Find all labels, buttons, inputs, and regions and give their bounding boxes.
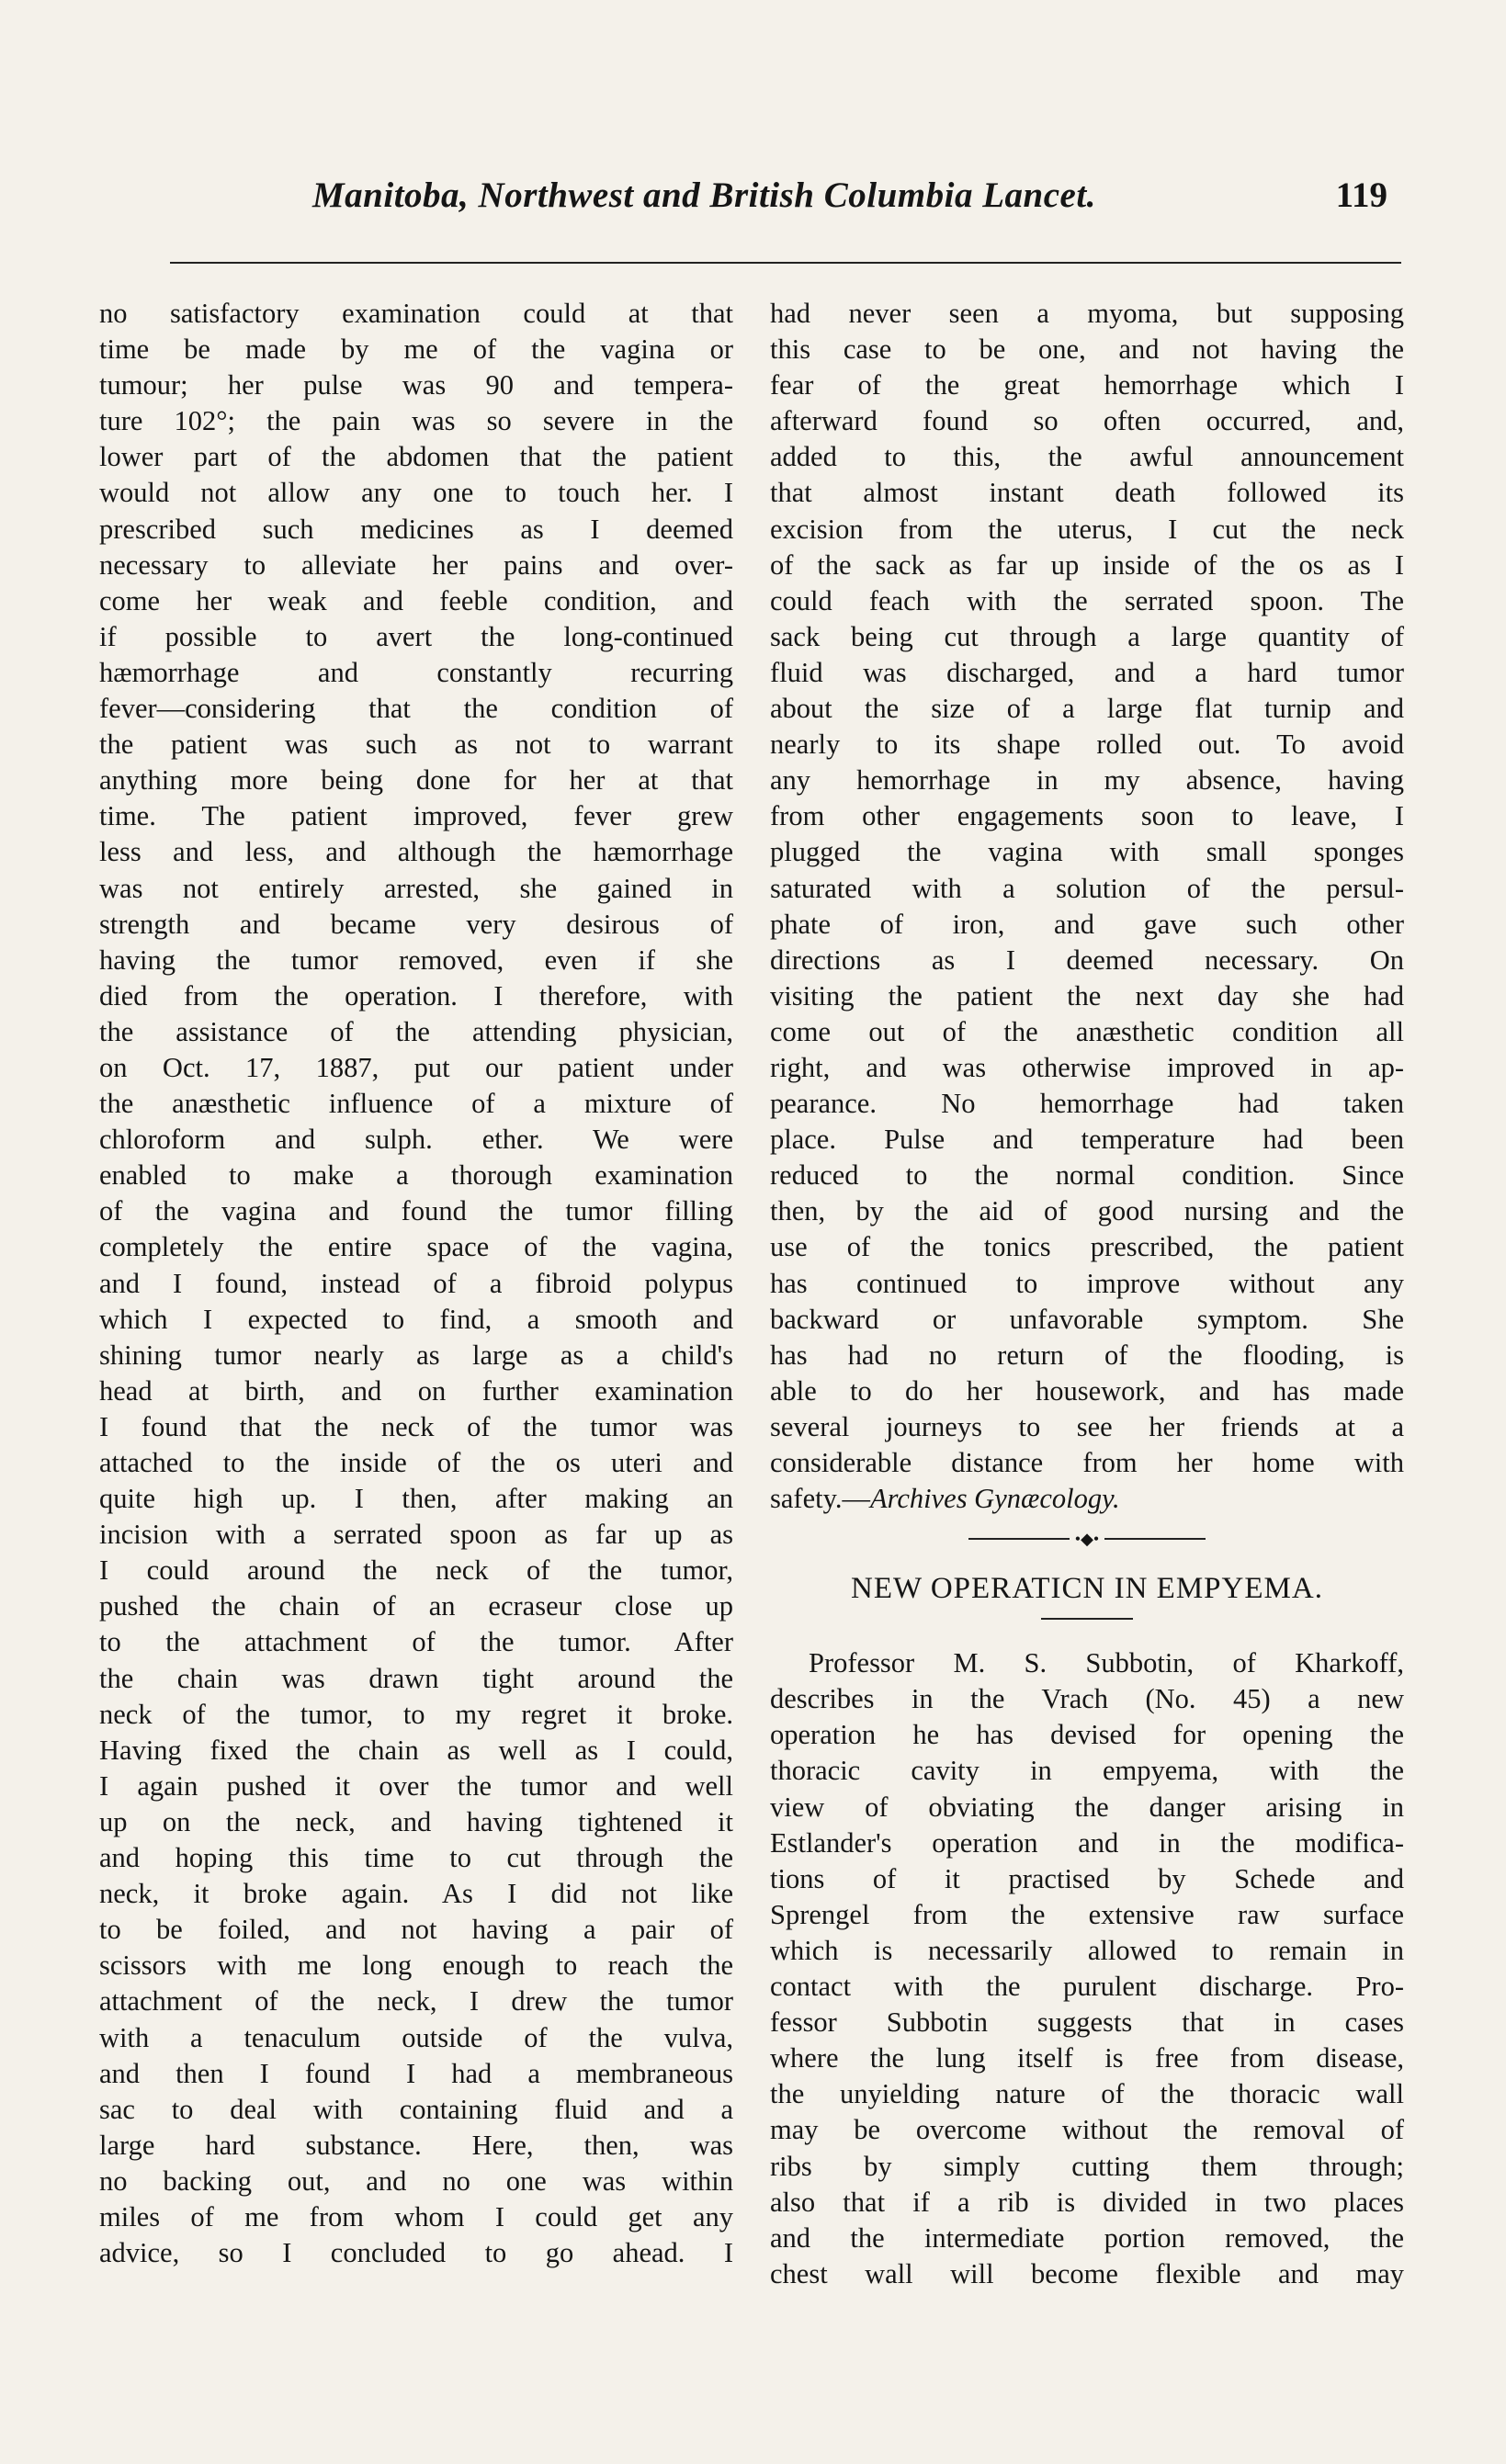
text-line: died from the operation. I therefore, with bbox=[99, 979, 733, 1012]
text-line: quite high up. I then, after making an bbox=[99, 1483, 733, 1515]
text-line: would not allow any one to touch her. I bbox=[99, 477, 733, 509]
text-line: ture 102°; the pain was so severe in the bbox=[99, 405, 733, 437]
text-line: completely the entire space of the vagina, bbox=[99, 1231, 733, 1263]
text-line: reduced to the normal condition. Since bbox=[770, 1159, 1404, 1192]
text-line: and the intermediate portion removed, the bbox=[770, 2221, 1404, 2254]
text-line: neck of the tumor, to my regret it broke. bbox=[99, 1698, 733, 1730]
text-line: the assistance of the attending physician, bbox=[99, 1015, 733, 1047]
text-line: could feach with the serrated spoon. The bbox=[770, 584, 1404, 616]
title-rule bbox=[1041, 1618, 1133, 1620]
left-column bbox=[99, 296, 733, 2427]
text-line: enabled to make a thorough examination bbox=[99, 1159, 733, 1192]
source-citation: Archives Gynæcology. bbox=[869, 1483, 1120, 1515]
text-line: that almost instant death followed its bbox=[770, 477, 1404, 509]
text-line: visiting the patient the next day she had bbox=[770, 979, 1404, 1012]
text-line: shining tumor nearly as large as a child's bbox=[99, 1339, 733, 1371]
text-line: nearly to its shape rolled out. To avoid bbox=[770, 729, 1404, 761]
text-line: backward or unfavorable symptom. She bbox=[770, 1303, 1404, 1335]
text-line: incision with a serrated spoon as far up as bbox=[99, 1519, 733, 1551]
text-line: contact with the purulent discharge. Pro- bbox=[770, 1971, 1404, 2003]
text-line: anything more being done for her at that bbox=[99, 764, 733, 797]
text-line: come her weak and feeble condition, and bbox=[99, 584, 733, 616]
text-line: and I found, instead of a fibroid polypus bbox=[99, 1267, 733, 1299]
right-column bbox=[770, 296, 1404, 2427]
text-line: time. The patient improved, fever grew bbox=[99, 800, 733, 832]
text-line: if possible to avert the long-continued bbox=[99, 620, 733, 652]
text-line: fever—considering that the condition of bbox=[99, 693, 733, 725]
text-line: Having fixed the chain as well as I could, bbox=[99, 1734, 733, 1766]
text-line: added to this, the awful announcement bbox=[770, 441, 1404, 473]
text-line: chest wall will become flexible and may bbox=[770, 2257, 1404, 2289]
text-line: come out of the anæsthetic condition all bbox=[770, 1015, 1404, 1047]
text-line: fessor Subbotin suggests that in cases bbox=[770, 2006, 1404, 2039]
text-line: excision from the uterus, I cut the neck bbox=[770, 513, 1404, 545]
text-line: fear of the great hemorrhage which I bbox=[770, 369, 1404, 401]
text-line: on Oct. 17, 1887, put our patient under bbox=[99, 1051, 733, 1083]
text-line: phate of iron, and gave such other bbox=[770, 908, 1404, 940]
text-line: this case to be one, and not having the bbox=[770, 333, 1404, 366]
text-line: from other engagements soon to leave, I bbox=[770, 800, 1404, 832]
empyema-article bbox=[770, 1645, 1404, 2292]
text-line: had never seen a myoma, but supposing bbox=[770, 298, 1404, 329]
text-line: lower part of the abdomen that the patient bbox=[99, 441, 733, 473]
text-line: then, by the aid of good nursing and the bbox=[770, 1195, 1404, 1227]
text-line: miles of me from whom I could get any bbox=[99, 2200, 733, 2232]
running-head bbox=[138, 175, 1406, 230]
text-line: which I expected to find, a smooth and bbox=[99, 1303, 733, 1335]
text-line: plugged the vagina with small sponges bbox=[770, 836, 1404, 868]
text-line: with a tenaculum outside of the vulva, bbox=[99, 2021, 733, 2053]
text-line: hæmorrhage and constantly recurring bbox=[99, 656, 733, 688]
text-line: of the sack as far up inside of the os as I bbox=[770, 548, 1404, 581]
text-line: where the lung itself is free from disease, bbox=[770, 2042, 1404, 2074]
text-line: may be overcome without the removal of bbox=[770, 2114, 1404, 2146]
closing-line bbox=[770, 1481, 1404, 1517]
text-line: pushed the chain of an ecraseur close up bbox=[99, 1590, 733, 1622]
text-line: advice, so I concluded to go ahead. I bbox=[99, 2237, 733, 2269]
text-line: necessary to alleviate her pains and over- bbox=[99, 548, 733, 581]
text-line: view of obviating the danger arising in bbox=[770, 1791, 1404, 1823]
text-line: about the size of a large flat turnip and bbox=[770, 693, 1404, 725]
text-line: tions of it practised by Schede and bbox=[770, 1862, 1404, 1894]
page-number: 119 bbox=[1335, 175, 1387, 215]
text-line: sack being cut through a large quantity of bbox=[770, 620, 1404, 652]
text-line: the anæsthetic influence of a mixture of bbox=[99, 1088, 733, 1120]
text-line: describes in the Vrach (No. 45) a new bbox=[770, 1683, 1404, 1715]
text-line: Professor M. S. Subbotin, of Kharkoff, bbox=[809, 1647, 1404, 1679]
text-line: tumour; her pulse was 90 and tempera- bbox=[99, 369, 733, 401]
journal-title: Manitoba, Northwest and British Columbia Lancet. bbox=[312, 175, 1096, 215]
text-line: use of the tonics prescribed, the patient bbox=[770, 1231, 1404, 1263]
text-line: prescribed such medicines as I deemed bbox=[99, 513, 733, 545]
text-line: has continued to improve without any bbox=[770, 1267, 1404, 1299]
text-line: which is necessarily allowed to remain in bbox=[770, 1934, 1404, 1966]
text-line: chloroform and sulph. ether. We were bbox=[99, 1124, 733, 1156]
section-divider-ornament: •◆• bbox=[770, 1522, 1404, 1555]
text-line: scissors with me long enough to reach the bbox=[99, 1950, 733, 1982]
text-line: ribs by simply cutting them through; bbox=[770, 2150, 1404, 2182]
text-line: the chain was drawn tight around the bbox=[99, 1662, 733, 1694]
text-line: right, and was otherwise improved in ap- bbox=[770, 1051, 1404, 1083]
header-rule bbox=[170, 262, 1401, 264]
text-line: several journeys to see her friends at a bbox=[770, 1410, 1404, 1442]
text-line: has had no return of the flooding, is bbox=[770, 1339, 1404, 1371]
text-line: I could around the neck of the tumor, bbox=[99, 1554, 733, 1587]
text-line: and hoping this time to cut through the bbox=[99, 1842, 733, 1874]
text-line: thoracic cavity in empyema, with the bbox=[770, 1755, 1404, 1787]
text-line: large hard substance. Here, then, was bbox=[99, 2129, 733, 2161]
text-line: Estlander's operation and in the modifica- bbox=[770, 1826, 1404, 1859]
text-line: the patient was such as not to warrant bbox=[99, 729, 733, 761]
text-line: having the tumor removed, even if she bbox=[99, 944, 733, 976]
text-line: no satisfactory examination could at that bbox=[99, 298, 733, 329]
text-line: less and less, and although the hæmorrhage bbox=[99, 836, 733, 868]
text-line: pearance. No hemorrhage had taken bbox=[770, 1088, 1404, 1120]
text-line: any hemorrhage in my absence, having bbox=[770, 764, 1404, 797]
text-line: saturated with a solution of the persul- bbox=[770, 872, 1404, 904]
text-line: of the vagina and found the tumor filling bbox=[99, 1195, 733, 1227]
text-line: also that if a rib is divided in two places bbox=[770, 2186, 1404, 2218]
text-line: place. Pulse and temperature had been bbox=[770, 1124, 1404, 1156]
text-line: up on the neck, and having tightened it bbox=[99, 1805, 733, 1837]
text-line: the unyielding nature of the thoracic wall bbox=[770, 2078, 1404, 2110]
text-line: I again pushed it over the tumor and well bbox=[99, 1769, 733, 1802]
closing-line-prefix: safety.— bbox=[770, 1483, 870, 1515]
text-line: operation he has devised for opening the bbox=[770, 1719, 1404, 1751]
text-line: fluid was discharged, and a hard tumor bbox=[770, 656, 1404, 688]
text-line: attached to the inside of the os uteri and bbox=[99, 1447, 733, 1478]
article-continuation bbox=[770, 296, 1404, 1481]
text-line: was not entirely arrested, she gained in bbox=[99, 872, 733, 904]
text-line: to the attachment of the tumor. After bbox=[99, 1626, 733, 1658]
text-line: head at birth, and on further examination bbox=[99, 1374, 733, 1407]
text-line: strength and became very desirous of bbox=[99, 908, 733, 940]
text-line: afterward found so often occurred, and, bbox=[770, 405, 1404, 437]
text-line: and then I found I had a membraneous bbox=[99, 2057, 733, 2089]
section-title: NEW OPERATICN IN EMPYEMA. bbox=[851, 1572, 1323, 1606]
text-line: Sprengel from the extensive raw surface bbox=[770, 1898, 1404, 1930]
text-line: time be made by me of the vagina or bbox=[99, 333, 733, 366]
text-line: neck, it broke again. As I did not like bbox=[99, 1878, 733, 1910]
text-line: to be foiled, and not having a pair of bbox=[99, 1914, 733, 1946]
text-line: able to do her housework, and has made bbox=[770, 1374, 1404, 1407]
text-line: considerable distance from her home with bbox=[770, 1447, 1404, 1478]
text-line: directions as I deemed necessary. On bbox=[770, 944, 1404, 976]
text-line: sac to deal with containing fluid and a bbox=[99, 2093, 733, 2125]
text-line: no backing out, and no one was within bbox=[99, 2164, 733, 2197]
text-line: attachment of the neck, I drew the tumor bbox=[99, 1985, 733, 2018]
text-line: I found that the neck of the tumor was bbox=[99, 1410, 733, 1442]
